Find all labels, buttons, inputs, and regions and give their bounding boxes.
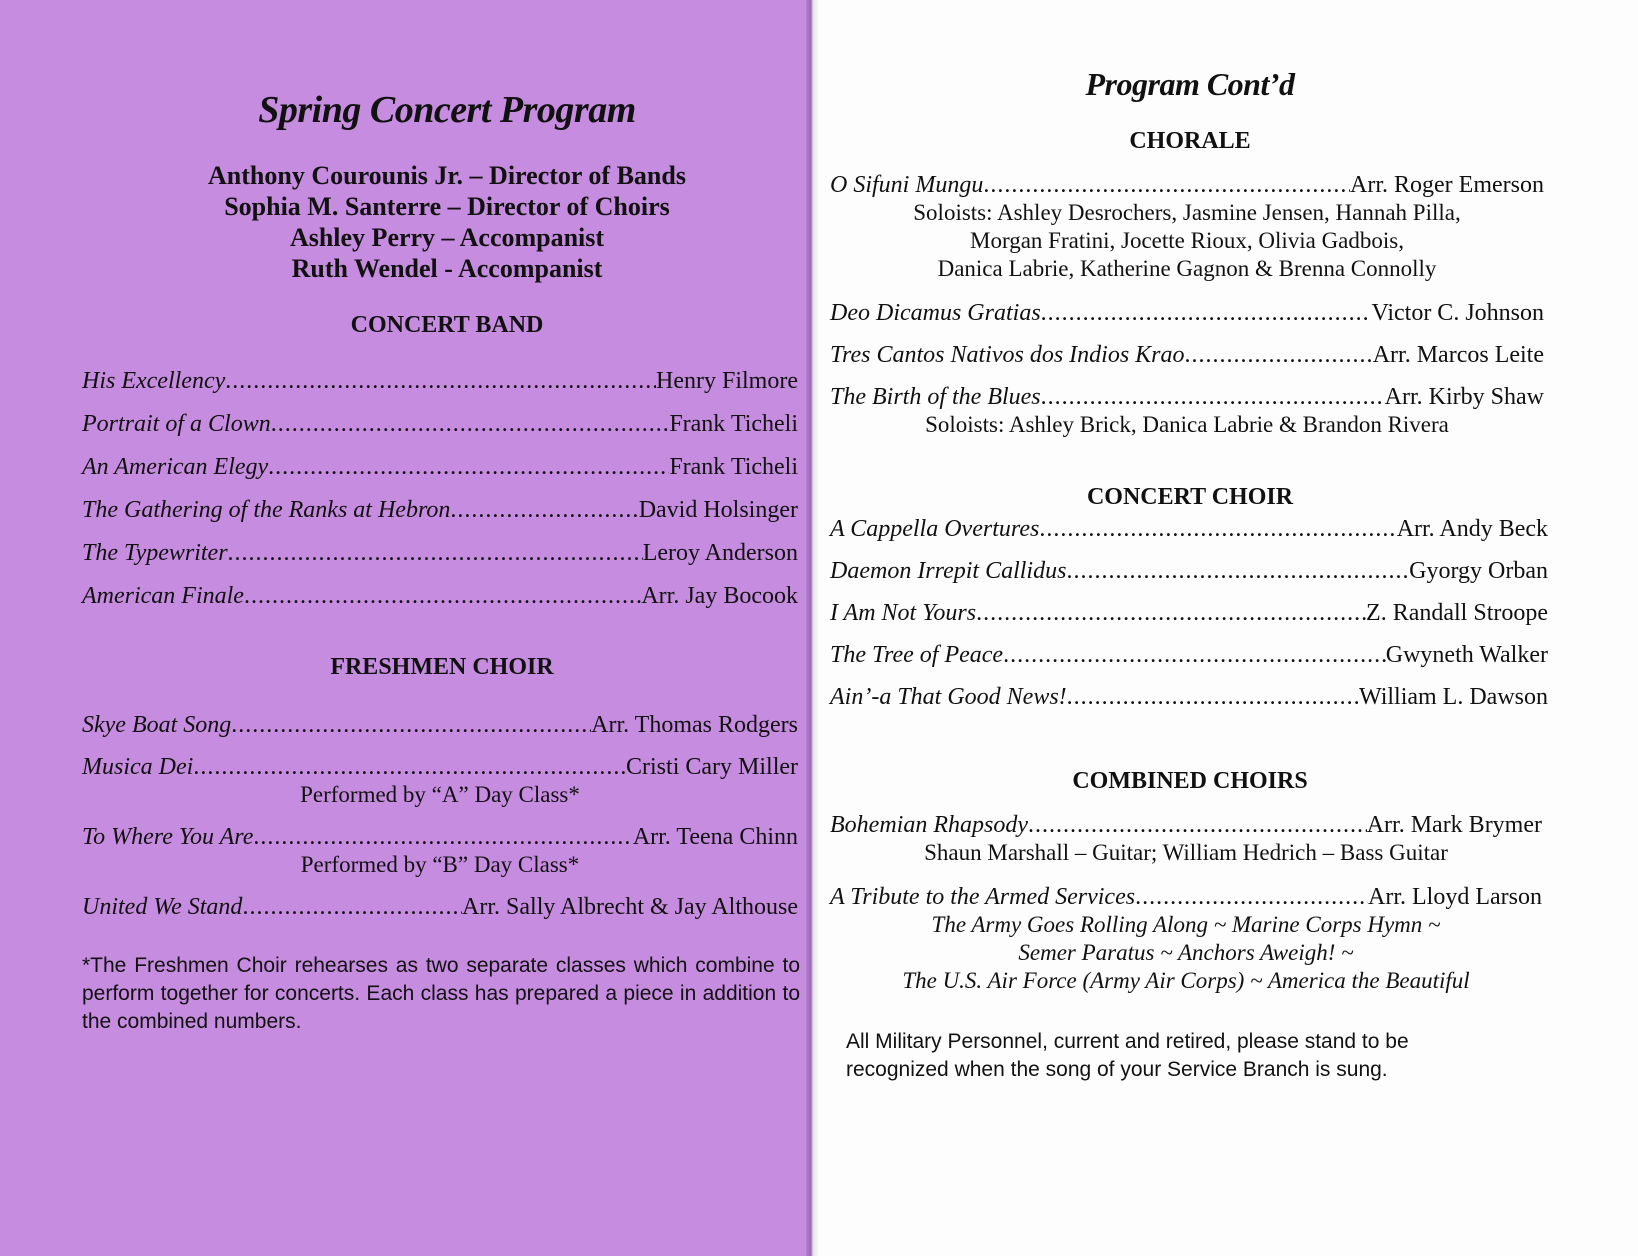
piece-title: Daemon Irrepit Callidus <box>830 558 1067 584</box>
composer-name: Arr. Sally Albrecht & Jay Althouse <box>462 894 798 920</box>
program-entry <box>830 172 1544 200</box>
program-entry <box>830 884 1542 912</box>
program-entry <box>830 812 1542 840</box>
composer-name: Victor C. Johnson <box>1371 300 1544 326</box>
composer-name: Arr. Mark Brymer <box>1366 812 1542 838</box>
soloists-line: Soloists: Ashley Desrochers, Jasmine Jensen, Hannah Pilla, <box>913 200 1461 225</box>
military-note-line: recognized when the song of your Service Branch is sung. <box>846 1058 1388 1081</box>
staff-list <box>82 160 812 284</box>
performers-line: Shaun Marshall – Guitar; William Hedrich – Bass Guitar <box>924 840 1448 865</box>
combined-choirs-heading: COMBINED CHOIRS <box>1072 768 1308 794</box>
program-entry <box>82 894 798 922</box>
piece-title: United We Stand <box>82 894 243 920</box>
piece-title: American Finale <box>82 583 244 609</box>
military-note <box>846 1028 1546 1084</box>
composer-name: Arr. Lloyd Larson <box>1368 884 1542 910</box>
soloists-line: Danica Labrie, Katherine Gagnon & Brenna Connolly <box>937 256 1437 281</box>
composer-name: Z. Randall Stroope <box>1366 600 1548 626</box>
program-entry <box>82 712 798 754</box>
composer-name: Frank Ticheli <box>669 411 798 437</box>
piece-title: The Typewriter <box>82 540 228 566</box>
piece-title: The Tree of Peace <box>830 642 1004 668</box>
concert-choir-list <box>830 516 1548 726</box>
medley-line: The U.S. Air Force (Army Air Corps) ~ America the Beautiful <box>902 968 1470 993</box>
piece-title: O Sifuni Mungu <box>830 172 984 198</box>
program-entry <box>830 516 1548 558</box>
concert-choir-heading: CONCERT CHOIR <box>1086 484 1294 510</box>
composer-name: William L. Dawson <box>1359 684 1548 710</box>
composer-name: Arr. Thomas Rodgers <box>591 712 798 738</box>
performed-by-note: Performed by “A” Day Class* <box>300 782 580 807</box>
composer-name: Arr. Jay Bocook <box>641 583 798 609</box>
piece-title: Deo Dicamus Gratias <box>830 300 1041 326</box>
soloists-line: Morgan Fratini, Jocette Rioux, Olivia Gadbois, <box>970 228 1404 253</box>
piece-title: A Cappella Overtures <box>830 516 1040 542</box>
piece-title: Bohemian Rhapsody <box>830 812 1028 838</box>
composer-name: Frank Ticheli <box>669 454 798 480</box>
program-entry <box>82 824 798 852</box>
freshmen-footnote: *The Freshmen Choir rehearses as two separate classes which combine to perform together for concerts. Each class has prepared a piece in addition to the combined numbers. <box>82 954 800 1033</box>
piece-title: His Excellency <box>82 368 226 394</box>
piece-title: Portrait of a Clown <box>82 411 271 437</box>
program-entry <box>82 368 798 411</box>
program-entry <box>82 411 798 454</box>
piece-title: Skye Boat Song <box>82 712 232 738</box>
program-entry <box>830 384 1544 412</box>
piece-title: A Tribute to the Armed Services <box>830 884 1136 910</box>
program-entry <box>82 454 798 497</box>
staff-line: Ashley Perry – Accompanist <box>289 223 605 252</box>
composer-name: Arr. Roger Emerson <box>1350 172 1544 198</box>
composer-name: Arr. Andy Beck <box>1396 516 1548 542</box>
program-entry <box>830 600 1548 642</box>
composer-name: Cristi Cary Miller <box>626 754 798 780</box>
concert-band-list <box>82 368 798 626</box>
piece-title: Ain’-a That Good News! <box>830 684 1067 710</box>
composer-name: Gyorgy Orban <box>1409 558 1548 584</box>
program-title: Spring Concert Program <box>258 89 636 131</box>
combined-choirs-list <box>830 812 1542 996</box>
composer-name: Henry Filmore <box>656 368 798 394</box>
piece-title: Tres Cantos Nativos dos Indios Krao <box>830 342 1185 368</box>
medley-line: The Army Goes Rolling Along ~ Marine Corps Hymn ~ <box>931 912 1441 937</box>
composer-name: Arr. Marcos Leite <box>1372 342 1544 368</box>
program-entry <box>830 642 1548 684</box>
program-continued-title: Program Cont’d <box>1085 66 1295 102</box>
piece-title: The Birth of the Blues <box>830 384 1041 410</box>
staff-line: Ruth Wendel - Accompanist <box>291 254 603 283</box>
performed-by-note: Performed by “B” Day Class* <box>300 852 580 877</box>
program-entry <box>82 540 798 583</box>
composer-name: Arr. Teena Chinn <box>632 824 798 850</box>
freshmen-choir-heading: FRESHMEN CHOIR <box>330 654 554 680</box>
medley-line: Semer Paratus ~ Anchors Aweigh! ~ <box>1018 940 1354 965</box>
piece-title: To Where You Are <box>82 824 254 850</box>
program-entry <box>830 300 1544 342</box>
program-entry <box>82 754 798 782</box>
composer-name: Leroy Anderson <box>642 540 798 566</box>
military-note-line: All Military Personnel, current and retired, please stand to be <box>846 1030 1409 1053</box>
composer-name: David Holsinger <box>638 497 798 523</box>
program-entry <box>82 583 798 626</box>
piece-title: An American Elegy <box>82 454 269 480</box>
program-entry <box>830 684 1548 726</box>
freshmen-choir-list <box>82 712 798 922</box>
composer-name: Arr. Kirby Shaw <box>1384 384 1544 410</box>
piece-title: I Am Not Yours <box>830 600 977 626</box>
program-entry <box>82 497 798 540</box>
chorale-list <box>830 172 1544 440</box>
chorale-heading: CHORALE <box>1129 128 1251 154</box>
soloists-line: Soloists: Ashley Brick, Danica Labrie & Brandon Rivera <box>925 412 1449 437</box>
program-entry <box>830 342 1544 384</box>
staff-line: Anthony Courounis Jr. – Director of Bands <box>208 161 686 190</box>
piece-title: Musica Dei <box>82 754 194 780</box>
concert-band-heading: CONCERT BAND <box>350 312 544 338</box>
staff-line: Sophia M. Santerre – Director of Choirs <box>224 192 670 221</box>
composer-name: Gwyneth Walker <box>1385 642 1548 668</box>
piece-title: The Gathering of the Ranks at Hebron <box>82 497 451 523</box>
program-entry <box>830 558 1548 600</box>
